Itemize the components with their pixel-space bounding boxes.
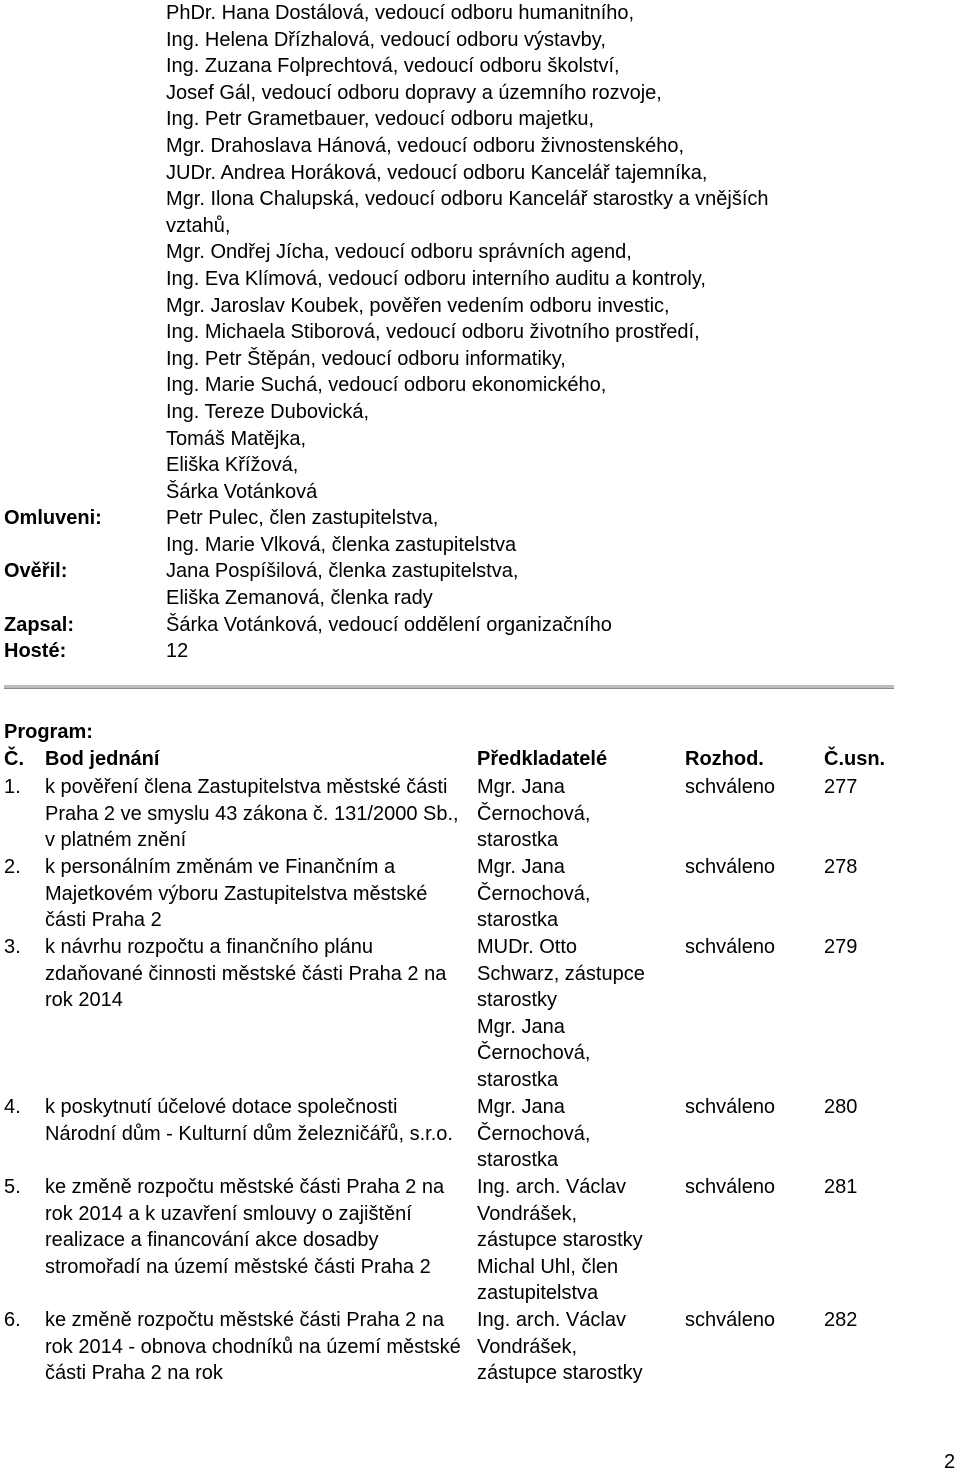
presenter-line: Černochová, [477,1122,591,1145]
presenter-line: zastupitelstva [477,1282,599,1305]
header-presenter: Předkladatelé [477,748,608,770]
row-value: Mgr. Ilona Chalupská, vedoucí odboru Kancelář starostky a vnějších [166,188,769,211]
row-value: PhDr. Hana Dostálová, vedoucí odboru humanitního, [166,2,635,24]
agenda-item [0,1307,960,1387]
presenter-line: Mgr. Jana [477,776,565,798]
section-divider [4,685,894,689]
row-value: Ing. Petr Grametbauer, vedoucí odboru majetku, [166,108,595,131]
presenter-line: Schwarz, zástupce [477,962,645,985]
item-resolution: 279 [824,936,858,958]
item-number: 6. [4,1309,21,1331]
row-value: Petr Pulec, člen zastupitelstva, [166,507,439,530]
row-value: Mgr. Drahoslava Hánová, vedoucí odboru živnostenského, [166,134,685,157]
row-value: Ing. Helena Dřízhalová, vedoucí odboru výstavby, [166,28,606,51]
presenter-line: Ing. arch. Václav [477,1176,626,1198]
item-number: 5. [4,1176,21,1198]
presenter-line: Černochová, [477,1042,591,1065]
item-resolution: 280 [824,1096,858,1118]
row-value: Šárka Votánková, vedoucí oddělení organizačního [166,613,612,636]
presenter-line: starostka [477,829,559,852]
program-table-header [0,745,960,773]
attendance-row [0,53,960,80]
row-value: Mgr. Ondřej Jícha, vedoucí odboru správních agend, [166,241,632,264]
attendance-row [0,372,960,399]
row-label: Hosté: [4,640,67,663]
row-value: Jana Pospíšilová, členka zastupitelstva, [166,560,519,583]
attendance-row [0,426,960,453]
attendance-list [0,0,960,665]
row-value: vztahů, [166,214,231,237]
item-text: ke změně rozpočtu městské části Praha 2 na rok 2014 - obnova chodníků na území městské části Praha 2 na rok [45,1309,461,1385]
item-text: k poskytnutí účelové dotace společnosti Národní dům - Kulturní dům železničářů, s.r.o. [45,1096,453,1145]
presenter-line: zástupce starostky [477,1362,643,1385]
presenter-line: zástupce starostky [477,1229,643,1252]
attendance-row [0,452,960,479]
attendance-row [0,505,960,532]
row-value: Ing. Eva Klímová, vedoucí odboru interního auditu a kontroly, [166,267,706,290]
attendance-row [0,638,960,665]
item-presenter [477,1174,677,1307]
item-decision: schváleno [685,936,776,958]
item-decision: schváleno [685,776,776,798]
item-presenter [477,774,677,854]
row-label: Ověřil: [4,560,68,583]
item-number: 4. [4,1096,21,1118]
item-resolution: 282 [824,1309,858,1331]
row-value: Ing. Tereze Dubovická, [166,400,370,423]
header-item: Bod jednání [45,748,160,770]
page-number: 2 [944,1451,956,1473]
presenter-line: MUDr. Otto [477,936,578,958]
item-number: 1. [4,776,21,798]
attendance-row [0,186,960,213]
item-number: 3. [4,936,21,958]
attendance-row [0,479,960,506]
attendance-row [0,27,960,54]
row-value: Ing. Michaela Stiborová, vedoucí odboru životního prostředí, [166,321,700,344]
attendance-row [0,160,960,187]
row-value: Tomáš Matějka, [166,427,307,450]
row-value: JUDr. Andrea Horáková, vedoucí odboru Kancelář tajemníka, [166,161,708,184]
item-text: ke změně rozpočtu městské části Praha 2 na rok 2014 a k uzavření smlouvy o zajištění realizace a financování akce dosadby stromořadí na území městské části Praha 2 [45,1176,445,1278]
row-value: Mgr. Jaroslav Koubek, pověřen vedením odboru investic, [166,294,670,317]
header-decision: Rozhod. [685,748,764,770]
agenda-item [0,934,960,1094]
presenter-line: Mgr. Jana [477,856,565,878]
item-resolution: 281 [824,1176,858,1198]
item-resolution: 278 [824,856,858,878]
item-decision: schváleno [685,1096,776,1118]
item-text: k pověření člena Zastupitelstva městské části Praha 2 ve smyslu 43 zákona č. 131/2000 Sb., v platném znění [45,776,459,852]
attendance-row [0,532,960,559]
row-value: Šárka Votánková [166,480,318,503]
attendance-row [0,239,960,266]
presenter-line: Mgr. Jana [477,1096,565,1118]
program-title: Program: [4,721,93,743]
attendance-row [0,133,960,160]
item-presenter [477,1307,677,1387]
item-presenter [477,934,677,1094]
row-value: Josef Gál, vedoucí odboru dopravy a územního rozvoje, [166,81,662,104]
header-num: Č. [4,748,24,770]
attendance-row [0,558,960,585]
attendance-row [0,319,960,346]
presenter-line: Michal Uhl, člen [477,1255,619,1278]
row-label: Omluveni: [4,507,102,530]
presenter-line: starostky [477,989,558,1012]
row-label: Zapsal: [4,613,75,636]
presenter-line: starostka [477,909,559,932]
attendance-row [0,213,960,240]
item-number: 2. [4,856,21,878]
item-text: k návrhu rozpočtu a finančního plánu zdaňované činnosti městské části Praha 2 na rok 2014 [45,936,447,1012]
program-table [0,774,960,1387]
attendance-row [0,266,960,293]
row-value: Ing. Petr Štěpán, vedoucí odboru informatiky, [166,347,566,370]
attendance-row [0,293,960,320]
agenda-item [0,1094,960,1174]
presenter-line: Černochová, [477,882,591,905]
presenter-line: Černochová, [477,802,591,825]
presenter-line: Ing. arch. Václav [477,1309,626,1331]
presenter-line: starostka [477,1149,559,1172]
item-presenter [477,1094,677,1174]
row-value: Ing. Marie Vlková, členka zastupitelstva [166,533,517,556]
item-decision: schváleno [685,1309,776,1331]
item-presenter [477,854,677,934]
attendance-row [0,106,960,133]
item-decision: schváleno [685,1176,776,1198]
row-value: Eliška Zemanová, členka rady [166,587,433,610]
item-resolution: 277 [824,776,858,798]
agenda-item [0,774,960,854]
attendance-row [0,585,960,612]
agenda-item [0,1174,960,1307]
attendance-row [0,80,960,107]
attendance-row [0,0,960,27]
presenter-line: Vondrášek, [477,1202,578,1225]
row-value: Eliška Křížová, [166,454,299,477]
presenter-line: Vondrášek, [477,1335,578,1358]
presenter-line: starostka [477,1068,559,1091]
row-value: 12 [166,640,189,663]
row-value: Ing. Marie Suchá, vedoucí odboru ekonomického, [166,374,607,397]
presenter-line: Mgr. Jana [477,1015,565,1038]
attendance-row [0,612,960,639]
attendance-row [0,399,960,426]
agenda-item [0,854,960,934]
header-resolution: Č.usn. [824,748,886,770]
item-text: k personálním změnám ve Finančním a Majetkovém výboru Zastupitelstva městské části Praha 2 [45,856,428,932]
row-value: Ing. Zuzana Folprechtová, vedoucí odboru školství, [166,55,620,78]
attendance-row [0,346,960,373]
item-decision: schváleno [685,856,776,878]
